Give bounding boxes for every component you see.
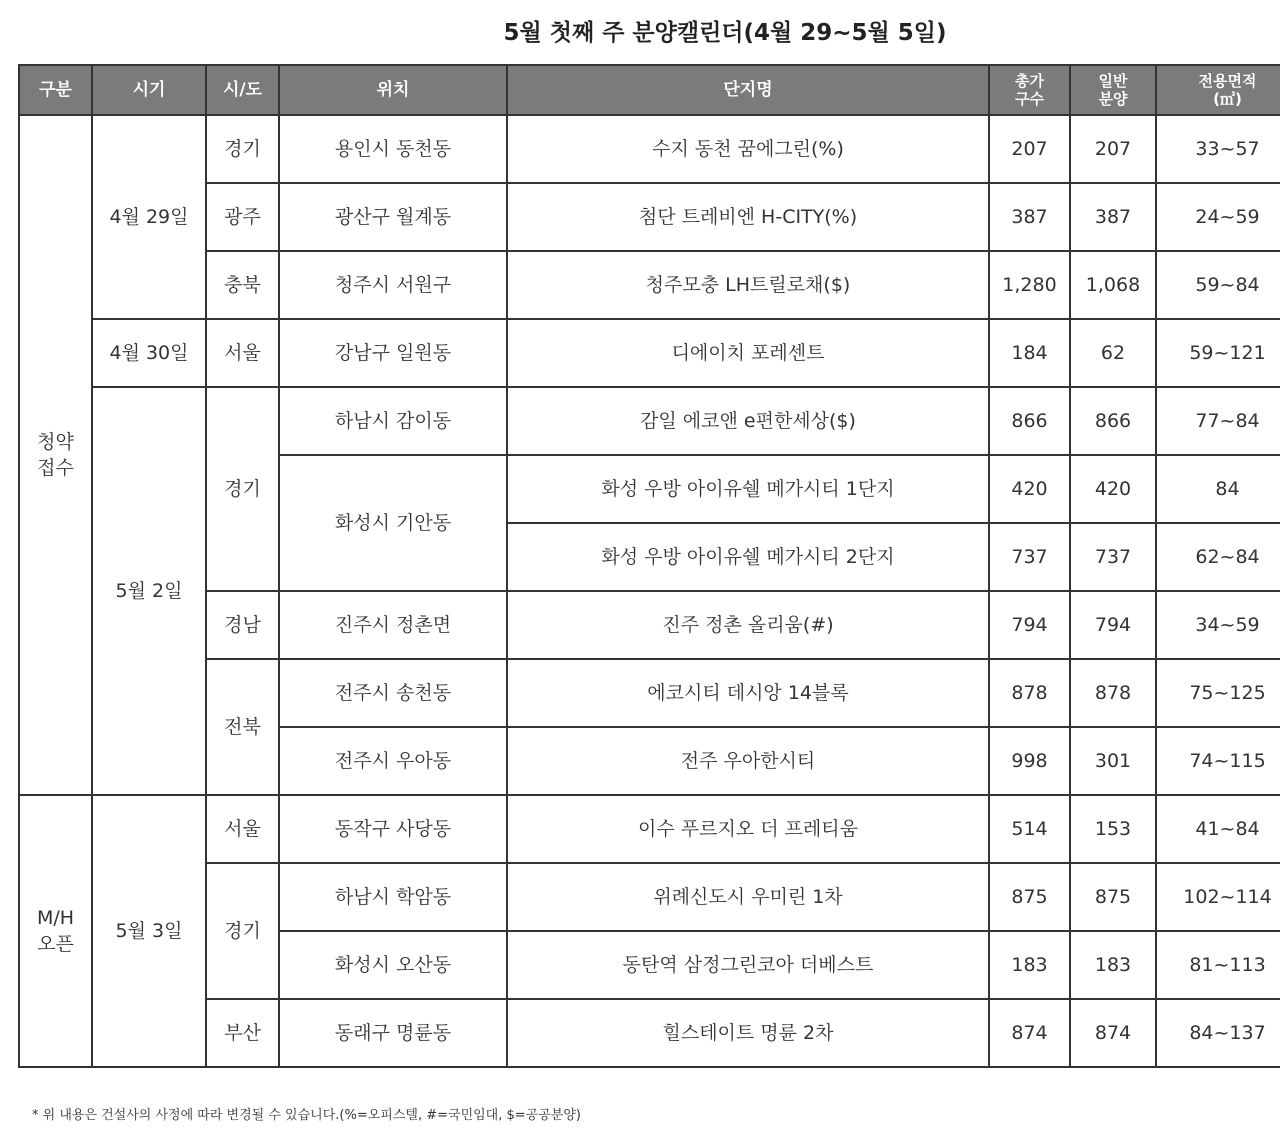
location-cell: 강남구 일원동 — [279, 319, 507, 387]
complex-name-cell: 힐스테이트 명륜 2차 — [507, 999, 989, 1067]
total-units-cell: 1,280 — [989, 251, 1070, 319]
date-cell: 4월 30일 — [92, 319, 206, 387]
total-units-cell: 998 — [989, 727, 1070, 795]
total-units-cell: 207 — [989, 115, 1070, 183]
table-row — [19, 659, 1280, 727]
header-category: 구분 — [19, 65, 92, 115]
table-row — [19, 319, 1280, 387]
area-cell: 84~137 — [1156, 999, 1280, 1067]
general-sale-cell: 183 — [1070, 931, 1156, 999]
region-cell: 전북 — [206, 659, 279, 795]
region-cell: 충북 — [206, 251, 279, 319]
total-units-cell: 875 — [989, 863, 1070, 931]
complex-name-cell: 전주 우아한시티 — [507, 727, 989, 795]
location-cell: 광산구 월계동 — [279, 183, 507, 251]
total-units-cell: 387 — [989, 183, 1070, 251]
area-cell: 62~84 — [1156, 523, 1280, 591]
location-cell: 용인시 동천동 — [279, 115, 507, 183]
total-units-cell: 737 — [989, 523, 1070, 591]
location-cell: 동래구 명륜동 — [279, 999, 507, 1067]
total-units-cell: 514 — [989, 795, 1070, 863]
area-cell: 34~59 — [1156, 591, 1280, 659]
location-cell: 동작구 사당동 — [279, 795, 507, 863]
header-location: 위치 — [279, 65, 507, 115]
general-sale-cell: 301 — [1070, 727, 1156, 795]
area-cell: 59~121 — [1156, 319, 1280, 387]
general-sale-cell: 1,068 — [1070, 251, 1156, 319]
location-cell: 하남시 감이동 — [279, 387, 507, 455]
area-cell: 81~113 — [1156, 931, 1280, 999]
table-row — [19, 115, 1280, 183]
header-complex: 단지명 — [507, 65, 989, 115]
total-units-cell: 184 — [989, 319, 1070, 387]
area-cell: 77~84 — [1156, 387, 1280, 455]
date-cell: 4월 29일 — [92, 115, 206, 319]
complex-name-cell: 감일 에코앤 e편한세상($) — [507, 387, 989, 455]
category-mh-open: M/H 오픈 — [19, 795, 92, 1067]
complex-name-cell: 디에이치 포레센트 — [507, 319, 989, 387]
header-area: 전용면적 (㎡) — [1156, 65, 1280, 115]
complex-name-cell: 이수 푸르지오 더 프레티움 — [507, 795, 989, 863]
area-cell: 102~114 — [1156, 863, 1280, 931]
area-cell: 41~84 — [1156, 795, 1280, 863]
general-sale-cell: 737 — [1070, 523, 1156, 591]
total-units-cell: 183 — [989, 931, 1070, 999]
region-cell: 경기 — [206, 863, 279, 999]
page-title: 5월 첫째 주 분양캘린더(4월 29~5월 5일) — [503, 20, 947, 46]
table-row — [19, 591, 1280, 659]
table-row — [19, 795, 1280, 863]
general-sale-cell: 875 — [1070, 863, 1156, 931]
general-sale-cell: 794 — [1070, 591, 1156, 659]
table-row — [19, 251, 1280, 319]
complex-name-cell: 에코시티 데시앙 14블록 — [507, 659, 989, 727]
table-row — [19, 387, 1280, 455]
total-units-cell: 874 — [989, 999, 1070, 1067]
location-cell: 전주시 송천동 — [279, 659, 507, 727]
general-sale-cell: 420 — [1070, 455, 1156, 523]
location-cell: 화성시 오산동 — [279, 931, 507, 999]
complex-name-cell: 화성 우방 아이유쉘 메가시티 1단지 — [507, 455, 989, 523]
location-cell: 화성시 기안동 — [279, 455, 507, 591]
region-cell: 광주 — [206, 183, 279, 251]
complex-name-cell: 수지 동천 꿈에그린(%) — [507, 115, 989, 183]
total-units-cell: 420 — [989, 455, 1070, 523]
footnote: * 위 내용은 건설사의 사정에 따라 변경될 수 있습니다.(%=오피스텔, #=국민임대, $=공공분양) — [32, 1108, 581, 1123]
region-cell: 부산 — [206, 999, 279, 1067]
table-row — [19, 183, 1280, 251]
header-general-sale: 일반 분양 — [1070, 65, 1156, 115]
complex-name-cell: 청주모충 LH트릴로채($) — [507, 251, 989, 319]
complex-name-cell: 진주 정촌 올리움(#) — [507, 591, 989, 659]
area-cell: 84 — [1156, 455, 1280, 523]
total-units-cell: 866 — [989, 387, 1070, 455]
location-cell: 전주시 우아동 — [279, 727, 507, 795]
area-cell: 33~57 — [1156, 115, 1280, 183]
area-cell: 75~125 — [1156, 659, 1280, 727]
region-cell: 경기 — [206, 115, 279, 183]
sales-calendar-table — [18, 64, 1280, 1068]
area-cell: 74~115 — [1156, 727, 1280, 795]
general-sale-cell: 153 — [1070, 795, 1156, 863]
complex-name-cell: 위례신도시 우미린 1차 — [507, 863, 989, 931]
complex-name-cell: 화성 우방 아이유쉘 메가시티 2단지 — [507, 523, 989, 591]
general-sale-cell: 878 — [1070, 659, 1156, 727]
total-units-cell: 878 — [989, 659, 1070, 727]
general-sale-cell: 62 — [1070, 319, 1156, 387]
complex-name-cell: 동탄역 삼정그린코아 더베스트 — [507, 931, 989, 999]
total-units-cell: 794 — [989, 591, 1070, 659]
general-sale-cell: 874 — [1070, 999, 1156, 1067]
date-cell: 5월 3일 — [92, 795, 206, 1067]
header-region: 시/도 — [206, 65, 279, 115]
table-row — [19, 863, 1280, 931]
complex-name-cell: 첨단 트레비엔 H-CITY(%) — [507, 183, 989, 251]
area-cell: 59~84 — [1156, 251, 1280, 319]
location-cell: 청주시 서원구 — [279, 251, 507, 319]
location-cell: 하남시 학암동 — [279, 863, 507, 931]
general-sale-cell: 387 — [1070, 183, 1156, 251]
region-cell: 경남 — [206, 591, 279, 659]
region-cell: 서울 — [206, 795, 279, 863]
header-total-units: 총가 구수 — [989, 65, 1070, 115]
area-cell: 24~59 — [1156, 183, 1280, 251]
table-row — [19, 999, 1280, 1067]
general-sale-cell: 866 — [1070, 387, 1156, 455]
table-header-row — [19, 65, 1280, 115]
general-sale-cell: 207 — [1070, 115, 1156, 183]
region-cell: 경기 — [206, 387, 279, 591]
date-cell: 5월 2일 — [92, 387, 206, 795]
location-cell: 진주시 정촌면 — [279, 591, 507, 659]
header-date: 시기 — [92, 65, 206, 115]
region-cell: 서울 — [206, 319, 279, 387]
category-subscription: 청약 접수 — [19, 115, 92, 795]
